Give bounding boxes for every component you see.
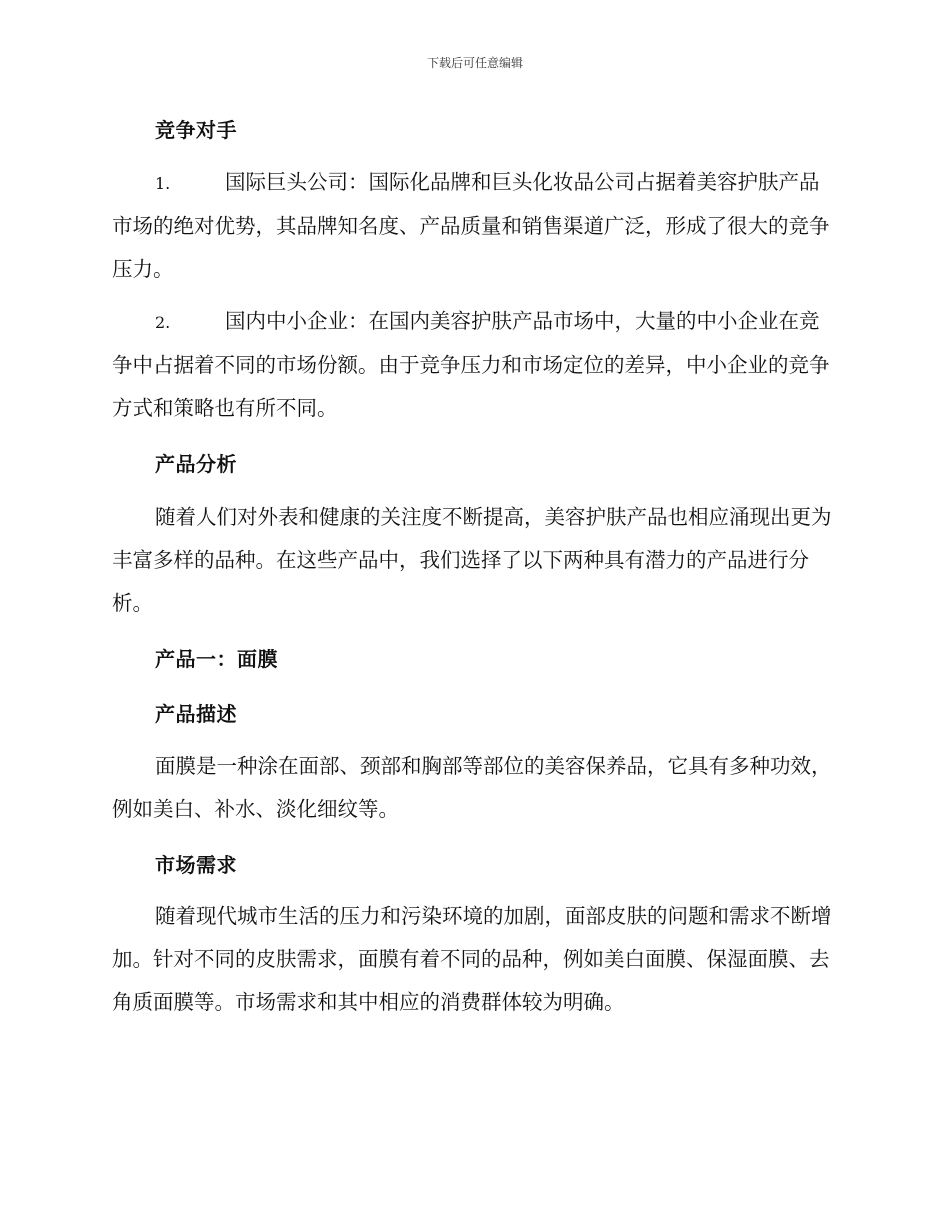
list-item-2 — [112, 300, 832, 430]
list-item-1 — [112, 161, 832, 291]
paragraph-market-demand: 随着现代城市生活的压力和污染环境的加剧，面部皮肤的问题和需求不断增加。针对不同的皮肤需求，面膜有着不同的品种，例如美白面膜、保湿面膜、去角质面膜等。市场需求和其中相应的消费群体较为明确。 — [112, 904, 832, 1014]
heading-product-description: 产品描述 — [155, 702, 237, 726]
list-item-1-text-rest: 品市场的绝对优势，其品牌知名度、产品质量和销售渠道广泛，形成了很大的竞争压力。 — [112, 170, 830, 281]
list-item-2-text-rest: 竞争中占据着不同的市场份额。由于竞争压力和市场定位的差异，中小企业的竞争方式和策略也有所不同。 — [112, 309, 830, 420]
list-item-2-text: 国内中小企业：在国内美容护肤产品市场中，大量的中小企业在 — [225, 309, 799, 333]
heading-market-demand: 市场需求 — [155, 853, 237, 877]
list-number-1: 1. — [155, 174, 171, 193]
heading-product-analysis: 产品分析 — [155, 452, 237, 476]
list-number-2: 2. — [155, 313, 171, 332]
heading-competitors: 竞争对手 — [155, 118, 237, 142]
list-item-1-text: 国际巨头公司：国际化品牌和巨头化妆品公司占据着美容护肤产 — [225, 170, 799, 194]
paragraph-product-analysis: 随着人们对外表和健康的关注度不断提高，美容护肤产品也相应涌现出更为丰富多样的品种。在这些产品中，我们选择了以下两种具有潜力的产品进行分析。 — [112, 505, 832, 615]
page-header: 下载后可任意编辑 — [426, 56, 523, 70]
paragraph-product-description: 面膜是一种涂在面部、颈部和胸部等部位的美容保养品，它具有多种功效，例如美白、补水、淡化细纹等。 — [112, 754, 832, 821]
heading-product-one: 产品一：面膜 — [155, 647, 278, 671]
